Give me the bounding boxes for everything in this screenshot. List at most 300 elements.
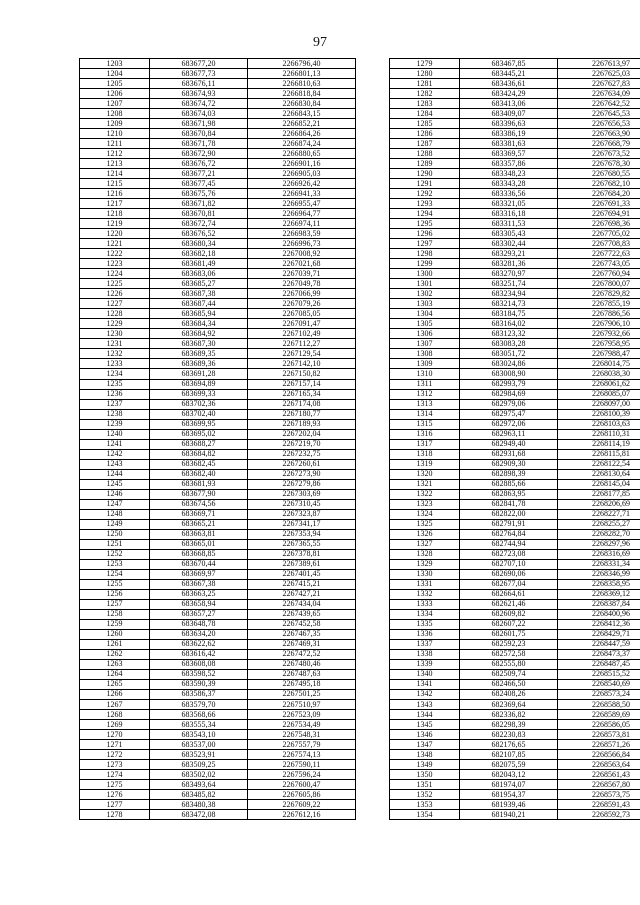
point-number-cell: 1346 <box>390 730 460 740</box>
point-number-cell: 1320 <box>390 469 460 479</box>
table-row <box>390 439 640 449</box>
table-row <box>80 609 356 619</box>
point-number-cell: 1333 <box>390 599 460 609</box>
y-coordinate-cell: 2266864,26 <box>248 129 356 139</box>
y-coordinate-cell: 2267668,79 <box>558 139 640 149</box>
table-row <box>390 389 640 399</box>
y-coordinate-cell: 2267112,27 <box>248 339 356 349</box>
x-coordinate-cell: 683687,38 <box>150 289 248 299</box>
table-row <box>80 459 356 469</box>
table-row <box>390 229 640 239</box>
y-coordinate-cell: 2267510,97 <box>248 700 356 710</box>
table-row <box>390 559 640 569</box>
x-coordinate-cell: 683670,81 <box>150 209 248 219</box>
coordinates-table-right <box>389 58 640 820</box>
y-coordinate-cell: 2266996,73 <box>248 239 356 249</box>
table-row <box>390 790 640 800</box>
point-number-cell: 1210 <box>80 129 150 139</box>
table-row <box>390 319 640 329</box>
point-number-cell: 1272 <box>80 750 150 760</box>
x-coordinate-cell: 683671,82 <box>150 199 248 209</box>
point-number-cell: 1273 <box>80 760 150 770</box>
x-coordinate-cell: 683608,08 <box>150 659 248 669</box>
y-coordinate-cell: 2266941,33 <box>248 189 356 199</box>
x-coordinate-cell: 683665,21 <box>150 519 248 529</box>
point-number-cell: 1283 <box>390 99 460 109</box>
y-coordinate-cell: 2267415,21 <box>248 579 356 589</box>
point-number-cell: 1336 <box>390 629 460 639</box>
table-row <box>390 469 640 479</box>
y-coordinate-cell: 2267574,13 <box>248 750 356 760</box>
table-row <box>80 449 356 459</box>
point-number-cell: 1270 <box>80 730 150 740</box>
table-row <box>390 730 640 740</box>
table-row <box>390 309 640 319</box>
table-row <box>390 619 640 629</box>
table-row <box>80 589 356 599</box>
y-coordinate-cell: 2268369,12 <box>558 589 640 599</box>
point-number-cell: 1328 <box>390 549 460 559</box>
table-row <box>390 269 640 279</box>
point-number-cell: 1220 <box>80 229 150 239</box>
x-coordinate-cell: 683658,94 <box>150 599 248 609</box>
point-number-cell: 1278 <box>80 810 150 820</box>
y-coordinate-cell: 2267682,10 <box>558 179 640 189</box>
point-number-cell: 1319 <box>390 459 460 469</box>
table-row <box>80 169 356 179</box>
x-coordinate-cell: 683684,92 <box>150 329 248 339</box>
x-coordinate-cell: 683579,70 <box>150 700 248 710</box>
x-coordinate-cell: 682791,91 <box>460 519 558 529</box>
y-coordinate-cell: 2266852,21 <box>248 119 356 129</box>
x-coordinate-cell: 683677,45 <box>150 179 248 189</box>
point-number-cell: 1254 <box>80 569 150 579</box>
y-coordinate-cell: 2267469,31 <box>248 639 356 649</box>
table-row <box>80 299 356 309</box>
x-coordinate-cell: 683493,64 <box>150 780 248 790</box>
table-row <box>390 449 640 459</box>
table-row <box>390 99 640 109</box>
y-coordinate-cell: 2267150,82 <box>248 369 356 379</box>
table-row <box>80 499 356 509</box>
point-number-cell: 1338 <box>390 649 460 659</box>
x-coordinate-cell: 683676,72 <box>150 159 248 169</box>
x-coordinate-cell: 683671,78 <box>150 139 248 149</box>
x-coordinate-cell: 683682,18 <box>150 249 248 259</box>
point-number-cell: 1238 <box>80 409 150 419</box>
y-coordinate-cell: 2266818,84 <box>248 89 356 99</box>
point-number-cell: 1286 <box>390 129 460 139</box>
y-coordinate-cell: 2267932,66 <box>558 329 640 339</box>
table-row <box>390 289 640 299</box>
point-number-cell: 1271 <box>80 740 150 750</box>
point-number-cell: 1237 <box>80 399 150 409</box>
table-row <box>390 299 640 309</box>
point-number-cell: 1274 <box>80 770 150 780</box>
x-coordinate-cell: 683424,29 <box>460 89 558 99</box>
table-row <box>80 489 356 499</box>
table-row <box>390 259 640 269</box>
y-coordinate-cell: 2267157,14 <box>248 379 356 389</box>
table-row <box>390 549 640 559</box>
table-row <box>80 710 356 720</box>
y-coordinate-cell: 2267988,47 <box>558 349 640 359</box>
table-row <box>80 349 356 359</box>
x-coordinate-cell: 683670,84 <box>150 129 248 139</box>
table-row <box>80 199 356 209</box>
x-coordinate-cell: 683682,40 <box>150 469 248 479</box>
x-coordinate-cell: 682744,94 <box>460 539 558 549</box>
x-coordinate-cell: 683663,81 <box>150 529 248 539</box>
table-row <box>80 379 356 389</box>
point-number-cell: 1331 <box>390 579 460 589</box>
y-coordinate-cell: 2268589,69 <box>558 710 640 720</box>
point-number-cell: 1266 <box>80 689 150 699</box>
x-coordinate-cell: 682408,26 <box>460 689 558 699</box>
y-coordinate-cell: 2267673,52 <box>558 149 640 159</box>
y-coordinate-cell: 2267452,58 <box>248 619 356 629</box>
x-coordinate-cell: 683251,74 <box>460 279 558 289</box>
point-number-cell: 1293 <box>390 199 460 209</box>
point-number-cell: 1224 <box>80 269 150 279</box>
y-coordinate-cell: 2267378,81 <box>248 549 356 559</box>
table-row <box>390 810 640 820</box>
x-coordinate-cell: 681939,46 <box>460 800 558 810</box>
point-number-cell: 1281 <box>390 79 460 89</box>
y-coordinate-cell: 2267698,36 <box>558 219 640 229</box>
point-number-cell: 1284 <box>390 109 460 119</box>
table-row <box>390 700 640 710</box>
point-number-cell: 1285 <box>390 119 460 129</box>
x-coordinate-cell: 683381,63 <box>460 139 558 149</box>
y-coordinate-cell: 2267310,45 <box>248 499 356 509</box>
y-coordinate-cell: 2268177,85 <box>558 489 640 499</box>
point-number-cell: 1302 <box>390 289 460 299</box>
point-number-cell: 1315 <box>390 419 460 429</box>
table-row <box>80 689 356 699</box>
point-number-cell: 1335 <box>390 619 460 629</box>
x-coordinate-cell: 683413,06 <box>460 99 558 109</box>
y-coordinate-cell: 2267353,94 <box>248 529 356 539</box>
table-row <box>390 199 640 209</box>
table-row <box>80 269 356 279</box>
point-number-cell: 1323 <box>390 499 460 509</box>
point-number-cell: 1212 <box>80 149 150 159</box>
x-coordinate-cell: 683336,56 <box>460 189 558 199</box>
point-number-cell: 1222 <box>80 249 150 259</box>
x-coordinate-cell: 683683,06 <box>150 269 248 279</box>
table-row <box>390 239 640 249</box>
point-number-cell: 1324 <box>390 509 460 519</box>
x-coordinate-cell: 682723,08 <box>460 549 558 559</box>
point-number-cell: 1256 <box>80 589 150 599</box>
table-row <box>80 119 356 129</box>
table-row <box>80 579 356 589</box>
x-coordinate-cell: 682975,47 <box>460 409 558 419</box>
table-row <box>80 179 356 189</box>
y-coordinate-cell: 2267189,93 <box>248 419 356 429</box>
point-number-cell: 1296 <box>390 229 460 239</box>
point-number-cell: 1268 <box>80 710 150 720</box>
table-row <box>80 649 356 659</box>
table-row <box>80 519 356 529</box>
table-row <box>80 509 356 519</box>
x-coordinate-cell: 683670,44 <box>150 559 248 569</box>
y-coordinate-cell: 2266801,13 <box>248 69 356 79</box>
table-row <box>390 369 640 379</box>
x-coordinate-cell: 683051,72 <box>460 349 558 359</box>
point-number-cell: 1353 <box>390 800 460 810</box>
x-coordinate-cell: 683293,21 <box>460 249 558 259</box>
x-coordinate-cell: 683685,94 <box>150 309 248 319</box>
page-number: 97 <box>313 35 327 50</box>
x-coordinate-cell: 682690,06 <box>460 569 558 579</box>
table-row <box>390 539 640 549</box>
x-coordinate-cell: 683675,76 <box>150 189 248 199</box>
y-coordinate-cell: 2267021,68 <box>248 259 356 269</box>
table-row <box>390 109 640 119</box>
point-number-cell: 1221 <box>80 239 150 249</box>
point-number-cell: 1214 <box>80 169 150 179</box>
table-row <box>390 399 640 409</box>
y-coordinate-cell: 2267129,54 <box>248 349 356 359</box>
x-coordinate-cell: 683676,11 <box>150 79 248 89</box>
x-coordinate-cell: 683348,23 <box>460 169 558 179</box>
point-number-cell: 1288 <box>390 149 460 159</box>
y-coordinate-cell: 2267389,61 <box>248 559 356 569</box>
point-number-cell: 1206 <box>80 89 150 99</box>
table-row <box>390 209 640 219</box>
table-row <box>80 750 356 760</box>
table-row <box>390 800 640 810</box>
x-coordinate-cell: 682176,65 <box>460 740 558 750</box>
x-coordinate-cell: 683445,21 <box>460 69 558 79</box>
x-coordinate-cell: 683669,97 <box>150 569 248 579</box>
point-number-cell: 1292 <box>390 189 460 199</box>
y-coordinate-cell: 2266874,24 <box>248 139 356 149</box>
table-row <box>80 760 356 770</box>
table-row <box>390 329 640 339</box>
x-coordinate-cell: 683668,85 <box>150 549 248 559</box>
y-coordinate-cell: 2267656,53 <box>558 119 640 129</box>
point-number-cell: 1277 <box>80 800 150 810</box>
table-row <box>80 399 356 409</box>
y-coordinate-cell: 2267634,09 <box>558 89 640 99</box>
x-coordinate-cell: 683684,34 <box>150 319 248 329</box>
table-row <box>80 720 356 730</box>
x-coordinate-cell: 683485,82 <box>150 790 248 800</box>
point-number-cell: 1303 <box>390 299 460 309</box>
y-coordinate-cell: 2268515,52 <box>558 669 640 679</box>
y-coordinate-cell: 2267684,20 <box>558 189 640 199</box>
table-row <box>80 359 356 369</box>
x-coordinate-cell: 683682,45 <box>150 459 248 469</box>
point-number-cell: 1310 <box>390 369 460 379</box>
y-coordinate-cell: 2266843,15 <box>248 109 356 119</box>
x-coordinate-cell: 683687,44 <box>150 299 248 309</box>
table-row <box>390 720 640 730</box>
x-coordinate-cell: 683467,85 <box>460 59 558 69</box>
y-coordinate-cell: 2267174,08 <box>248 399 356 409</box>
y-coordinate-cell: 2267232,75 <box>248 449 356 459</box>
table-row <box>80 619 356 629</box>
y-coordinate-cell: 2268561,43 <box>558 770 640 780</box>
y-coordinate-cell: 2267480,46 <box>248 659 356 669</box>
x-coordinate-cell: 683657,27 <box>150 609 248 619</box>
point-number-cell: 1251 <box>80 539 150 549</box>
y-coordinate-cell: 2268085,07 <box>558 389 640 399</box>
y-coordinate-cell: 2267219,70 <box>248 439 356 449</box>
point-number-cell: 1234 <box>80 369 150 379</box>
x-coordinate-cell: 683502,02 <box>150 770 248 780</box>
table-row <box>390 129 640 139</box>
table-row <box>80 439 356 449</box>
y-coordinate-cell: 2267596,24 <box>248 770 356 780</box>
x-coordinate-cell: 682909,30 <box>460 459 558 469</box>
x-coordinate-cell: 682601,75 <box>460 629 558 639</box>
point-number-cell: 1337 <box>390 639 460 649</box>
x-coordinate-cell: 683164,02 <box>460 319 558 329</box>
point-number-cell: 1218 <box>80 209 150 219</box>
y-coordinate-cell: 2268206,69 <box>558 499 640 509</box>
table-row <box>390 489 640 499</box>
y-coordinate-cell: 2267180,77 <box>248 409 356 419</box>
point-number-cell: 1264 <box>80 669 150 679</box>
x-coordinate-cell: 683480,38 <box>150 800 248 810</box>
point-number-cell: 1329 <box>390 559 460 569</box>
y-coordinate-cell: 2267049,78 <box>248 279 356 289</box>
table-row <box>390 780 640 790</box>
x-coordinate-cell: 683676,52 <box>150 229 248 239</box>
x-coordinate-cell: 682509,74 <box>460 669 558 679</box>
x-coordinate-cell: 683691,28 <box>150 369 248 379</box>
x-coordinate-cell: 683677,90 <box>150 489 248 499</box>
x-coordinate-cell: 682075,59 <box>460 760 558 770</box>
y-coordinate-cell: 2267642,52 <box>558 99 640 109</box>
x-coordinate-cell: 682677,04 <box>460 579 558 589</box>
table-row <box>390 419 640 429</box>
point-number-cell: 1318 <box>390 449 460 459</box>
x-coordinate-cell: 683702,36 <box>150 399 248 409</box>
table-row <box>80 189 356 199</box>
x-coordinate-cell: 683523,91 <box>150 750 248 760</box>
point-number-cell: 1348 <box>390 750 460 760</box>
table-row <box>390 529 640 539</box>
point-number-cell: 1228 <box>80 309 150 319</box>
y-coordinate-cell: 2267487,63 <box>248 669 356 679</box>
x-coordinate-cell: 683311,53 <box>460 219 558 229</box>
x-coordinate-cell: 681940,21 <box>460 810 558 820</box>
y-coordinate-cell: 2267605,86 <box>248 790 356 800</box>
x-coordinate-cell: 683694,89 <box>150 379 248 389</box>
y-coordinate-cell: 2267260,61 <box>248 459 356 469</box>
x-coordinate-cell: 682609,82 <box>460 609 558 619</box>
x-coordinate-cell: 683665,01 <box>150 539 248 549</box>
x-coordinate-cell: 683677,20 <box>150 59 248 69</box>
point-number-cell: 1232 <box>80 349 150 359</box>
table-row <box>80 740 356 750</box>
table-row <box>390 649 640 659</box>
y-coordinate-cell: 2267590,11 <box>248 760 356 770</box>
x-coordinate-cell: 683677,73 <box>150 69 248 79</box>
point-number-cell: 1250 <box>80 529 150 539</box>
point-number-cell: 1330 <box>390 569 460 579</box>
point-number-cell: 1344 <box>390 710 460 720</box>
point-number-cell: 1230 <box>80 329 150 339</box>
point-number-cell: 1252 <box>80 549 150 559</box>
table-row <box>390 459 640 469</box>
x-coordinate-cell: 682822,00 <box>460 509 558 519</box>
x-coordinate-cell: 682555,80 <box>460 659 558 669</box>
point-number-cell: 1259 <box>80 619 150 629</box>
y-coordinate-cell: 2267303,69 <box>248 489 356 499</box>
table-row <box>80 790 356 800</box>
table-row <box>390 149 640 159</box>
y-coordinate-cell: 2268130,64 <box>558 469 640 479</box>
point-number-cell: 1229 <box>80 319 150 329</box>
x-coordinate-cell: 682607,22 <box>460 619 558 629</box>
point-number-cell: 1316 <box>390 429 460 439</box>
table-row <box>390 169 640 179</box>
y-coordinate-cell: 2267612,16 <box>248 810 356 820</box>
y-coordinate-cell: 2267341,17 <box>248 519 356 529</box>
point-number-cell: 1240 <box>80 429 150 439</box>
point-number-cell: 1242 <box>80 449 150 459</box>
y-coordinate-cell: 2268103,63 <box>558 419 640 429</box>
table-row <box>80 219 356 229</box>
table-row <box>80 79 356 89</box>
x-coordinate-cell: 683685,27 <box>150 279 248 289</box>
x-coordinate-cell: 682764,84 <box>460 529 558 539</box>
table-row <box>80 639 356 649</box>
x-coordinate-cell: 683537,00 <box>150 740 248 750</box>
x-coordinate-cell: 683008,90 <box>460 369 558 379</box>
table-row <box>80 309 356 319</box>
x-coordinate-cell: 682592,23 <box>460 639 558 649</box>
point-number-cell: 1340 <box>390 669 460 679</box>
y-coordinate-cell: 2267680,55 <box>558 169 640 179</box>
table-row <box>390 219 640 229</box>
x-coordinate-cell: 682863,95 <box>460 489 558 499</box>
point-number-cell: 1207 <box>80 99 150 109</box>
point-number-cell: 1263 <box>80 659 150 669</box>
y-coordinate-cell: 2267708,83 <box>558 239 640 249</box>
x-coordinate-cell: 683302,44 <box>460 239 558 249</box>
table-row <box>390 629 640 639</box>
y-coordinate-cell: 2267548,31 <box>248 730 356 740</box>
y-coordinate-cell: 2267645,53 <box>558 109 640 119</box>
x-coordinate-cell: 683663,25 <box>150 589 248 599</box>
y-coordinate-cell: 2267501,25 <box>248 689 356 699</box>
y-coordinate-cell: 2266974,11 <box>248 219 356 229</box>
y-coordinate-cell: 2267627,83 <box>558 79 640 89</box>
x-coordinate-cell: 682898,39 <box>460 469 558 479</box>
table-row <box>390 119 640 129</box>
y-coordinate-cell: 2267401,45 <box>248 569 356 579</box>
table-row <box>390 89 640 99</box>
table-row <box>390 760 640 770</box>
point-number-cell: 1311 <box>390 379 460 389</box>
point-number-cell: 1203 <box>80 59 150 69</box>
x-coordinate-cell: 682949,40 <box>460 439 558 449</box>
table-row <box>80 559 356 569</box>
point-number-cell: 1249 <box>80 519 150 529</box>
x-coordinate-cell: 683281,36 <box>460 259 558 269</box>
y-coordinate-cell: 2267439,65 <box>248 609 356 619</box>
point-number-cell: 1208 <box>80 109 150 119</box>
y-coordinate-cell: 2267760,94 <box>558 269 640 279</box>
table-row <box>390 589 640 599</box>
